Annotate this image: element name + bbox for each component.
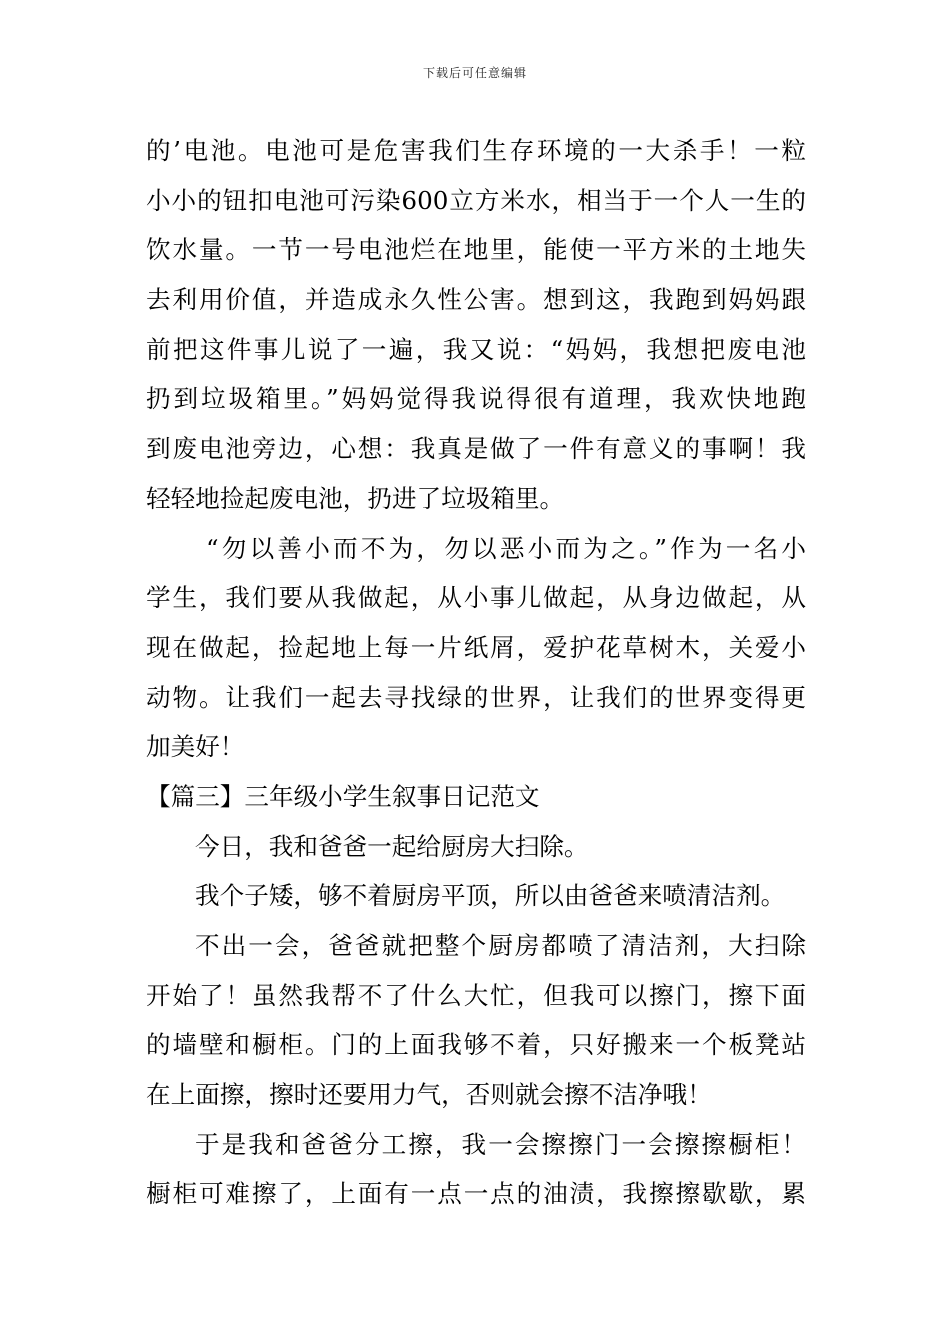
text-line: “勿以善小而不为，勿以恶小而为之。”作为一名小 xyxy=(206,533,806,563)
text-line: 到废电池旁边，心想：我真是做了一件有意义的事啊！我 xyxy=(146,434,806,464)
text-line: 于是我和爸爸分工擦，我一会擦擦门一会擦擦橱柜！ xyxy=(195,1129,806,1159)
text-line: 加美好！ xyxy=(146,732,245,762)
text-line: 扔到垃圾箱里。”妈妈觉得我说得很有道理，我欢快地跑 xyxy=(146,384,806,414)
text-line: 轻轻地捡起废电池，扔进了垃圾箱里。 xyxy=(146,483,565,513)
text-line: 饮水量。一节一号电池烂在地里，能使一平方米的土地失 xyxy=(146,235,806,265)
text-line: 学生，我们要从我做起，从小事儿做起，从身边做起，从 xyxy=(146,583,806,613)
text-line: 开始了！虽然我帮不了什么大忙，但我可以擦门，擦下面 xyxy=(146,980,806,1010)
text-line: 今日，我和爸爸一起给厨房大扫除。 xyxy=(195,831,589,861)
text-line: 的墙壁和橱柜。门的上面我够不着，只好搬来一个板凳站 xyxy=(146,1030,806,1060)
text-line: 动物。让我们一起去寻找绿的世界，让我们的世界变得更 xyxy=(146,682,806,712)
page-header: 下载后可任意编辑 xyxy=(422,66,527,80)
text-line: 前把这件事儿说了一遍，我又说：“妈妈，我想把废电池 xyxy=(146,334,806,364)
text-line: 我个子矮，够不着厨房平顶，所以由爸爸来喷清洁剂。 xyxy=(195,881,786,911)
text-line: 去利用价值，并造成永久性公害。想到这，我跑到妈妈跟 xyxy=(146,285,806,315)
text-line: 橱柜可难擦了，上面有一点一点的油渍，我擦擦歇歇，累 xyxy=(146,1179,806,1209)
text-line: 现在做起，捡起地上每一片纸屑，爱护花草树木，关爱小 xyxy=(146,632,806,662)
text-line: 小小的钮扣电池可污染600立方米水，相当于一个人一生的 xyxy=(146,185,806,215)
text-line: 在上面擦，擦时还要用力气，否则就会擦不洁净哦！ xyxy=(146,1080,712,1110)
text-line: 的’电池。电池可是危害我们生存环境的一大杀手！一粒 xyxy=(146,136,806,165)
text-line: 不出一会，爸爸就把整个厨房都喷了清洁剂，大扫除 xyxy=(195,931,806,960)
section-heading: 【篇三】三年级小学生叙事日记范文 xyxy=(146,781,540,811)
document-body xyxy=(146,126,806,1219)
